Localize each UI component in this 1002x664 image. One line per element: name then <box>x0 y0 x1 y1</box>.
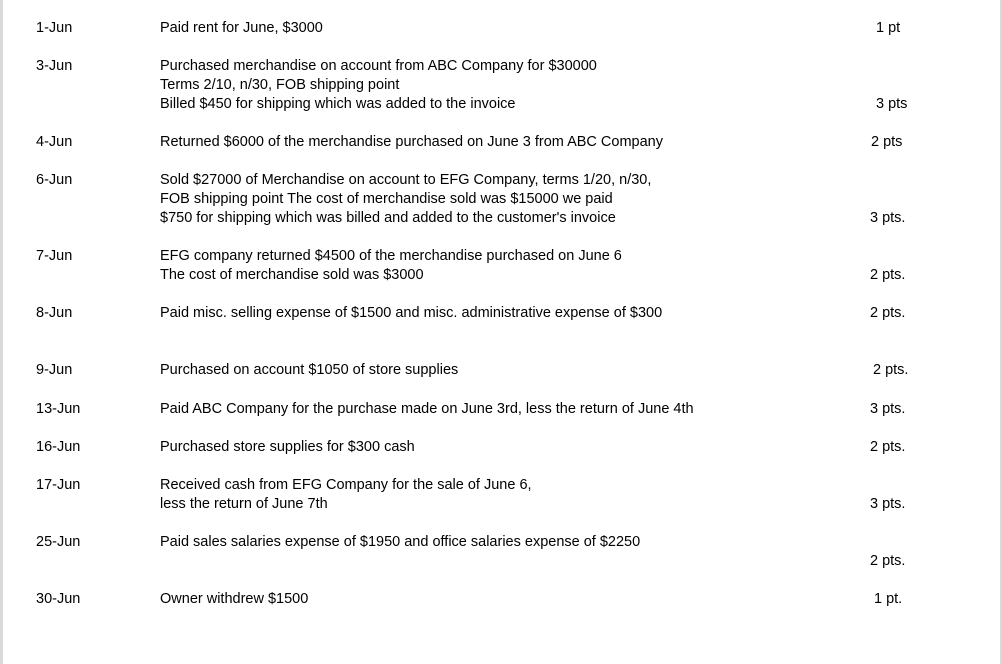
transaction-points: 3 pts. <box>870 496 906 512</box>
transaction-description <box>160 533 640 552</box>
transaction-description <box>160 171 651 228</box>
description-line: Paid sales salaries expense of $1950 and office salaries expense of $2250 <box>160 534 641 550</box>
transaction-points: 3 pts <box>876 96 908 112</box>
transaction-points: 2 pts. <box>870 305 906 321</box>
transaction-points: 2 pts. <box>870 553 906 569</box>
description-line: The cost of merchandise sold was $3000 <box>160 267 424 283</box>
description-line: FOB shipping point The cost of merchandise sold was $15000 we paid <box>160 191 613 207</box>
transaction-date: 4-Jun <box>36 134 73 150</box>
description-line: Paid misc. selling expense of $1500 and misc. administrative expense of $300 <box>160 305 663 321</box>
transaction-date: 17-Jun <box>36 477 81 493</box>
description-line: $750 for shipping which was billed and added to the customer's invoice <box>160 210 616 226</box>
description-line: Received cash from EFG Company for the sale of June 6, <box>160 477 532 493</box>
transaction-date: 7-Jun <box>36 248 73 264</box>
description-line: Returned $6000 of the merchandise purchased on June 3 from ABC Company <box>160 134 663 150</box>
transaction-date: 13-Jun <box>36 401 81 417</box>
page-left-edge <box>0 0 3 664</box>
transaction-description <box>160 438 415 457</box>
transaction-date: 9-Jun <box>36 362 73 378</box>
transaction-points: 2 pts. <box>873 362 909 378</box>
transaction-points: 2 pts. <box>870 439 906 455</box>
transaction-description <box>160 590 308 609</box>
transaction-date: 16-Jun <box>36 439 81 455</box>
transaction-date: 1-Jun <box>36 20 73 36</box>
description-line: Purchased on account $1050 of store supplies <box>160 362 459 378</box>
transaction-description <box>160 133 663 152</box>
transaction-date: 25-Jun <box>36 534 81 550</box>
transaction-date: 8-Jun <box>36 305 73 321</box>
transaction-points: 3 pts. <box>870 210 906 226</box>
description-line: Sold $27000 of Merchandise on account to EFG Company, terms 1/20, n/30, <box>160 172 652 188</box>
transaction-date: 6-Jun <box>36 172 73 188</box>
transaction-points: 3 pts. <box>870 401 906 417</box>
description-line: less the return of June 7th <box>160 496 328 512</box>
description-line: Purchased merchandise on account from ABC Company for $30000 <box>160 58 597 74</box>
transaction-description <box>160 361 458 380</box>
transaction-description <box>160 247 622 285</box>
transaction-date: 3-Jun <box>36 58 73 74</box>
transaction-points: 1 pt <box>876 20 901 36</box>
description-line: Billed $450 for shipping which was added to the invoice <box>160 96 516 112</box>
transaction-description <box>160 476 532 514</box>
description-line: Paid ABC Company for the purchase made on June 3rd, less the return of June 4th <box>160 401 694 417</box>
transaction-points: 2 pts <box>871 134 903 150</box>
transaction-points: 2 pts. <box>870 267 906 283</box>
transaction-description <box>160 19 323 38</box>
description-line: Purchased store supplies for $300 cash <box>160 439 415 455</box>
description-line: Terms 2/10, n/30, FOB shipping point <box>160 77 400 93</box>
transaction-points: 1 pt. <box>874 591 903 607</box>
transaction-date: 30-Jun <box>36 591 81 607</box>
transaction-description <box>160 400 694 419</box>
description-line: Paid rent for June, $3000 <box>160 20 323 36</box>
transaction-description <box>160 304 662 323</box>
transaction-description <box>160 57 597 114</box>
description-line: EFG company returned $4500 of the merchandise purchased on June 6 <box>160 248 622 264</box>
description-line: Owner withdrew $1500 <box>160 591 309 607</box>
